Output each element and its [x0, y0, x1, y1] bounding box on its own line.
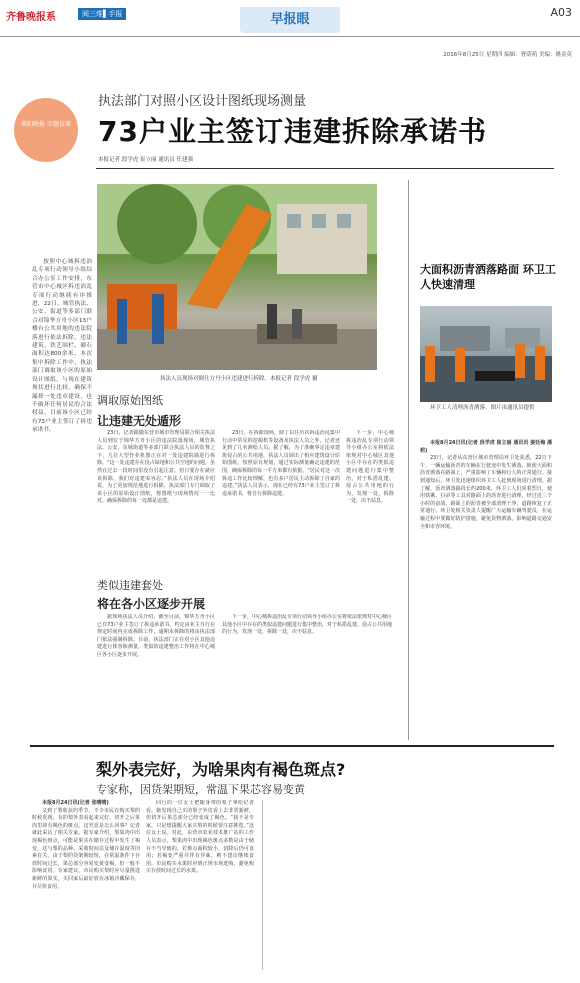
bottom-column-divider [262, 800, 263, 970]
section-title: 早报眼 [240, 7, 340, 33]
column-divider [408, 180, 409, 740]
article-kicker: 执法部门对照小区设计图纸现场测量 [98, 94, 307, 109]
demolition-photo-illustration [97, 184, 377, 370]
bottom-byline: 本报8月24日讯(记者 张晴晴) [42, 800, 109, 806]
article-byline: 本报记者 段学虎 崔立丽 通讯员 任建强 [98, 157, 193, 163]
bottom-subtitle: 专家称，因货架期短，常温下果芯容易变黄 [96, 783, 305, 796]
subheading-2: 类似违建套处 [97, 579, 163, 592]
bottom-headline: 梨外表完好，为啥果肉有褐色斑点? [96, 760, 346, 779]
subheading-1-bold: 让违建无处遁形 [97, 414, 182, 428]
newspaper-logo: 齐鲁晚报系 [6, 12, 56, 23]
right-headline-text: 大面积沥青洒落路面 环卫工人快速清理 [420, 263, 556, 291]
page-number: A03 [550, 6, 572, 19]
body-column-4 [222, 614, 392, 734]
bottom-body-text-2: 同行的一位女士把随身带的梨子拿给记者看，她发现自己买的梨子外皮看上去非常新鲜，但切开后果芯部分已经变成了褐色。“我不是专家，只是想提醒大家买梨的时候要注意挑选。”这位女士说。对此，东营市农业技术推广站的工作人员表示，梨果肉中出现褐色斑点多数是由于储存不当导致的，若斑点面积较小，切除后仍可食用；若褐变严重并伴有异味，则不建议继续食用。市民购买水果时应到正规市场选购，避免购买存放时间过长的水果。 [146, 800, 254, 875]
body-column-2b [346, 430, 394, 575]
bottom-divider [30, 745, 554, 747]
section-tag: 阅三维▌手报 [78, 8, 126, 20]
body-paragraph: 下一步，中心城拆违治乱专项行动领导小组办公室将依法依规对中心城区其他小区中存在的类似违建问题进行集中整治，对于私搭乱建、侵占公共用地的行为，发现一处，拆除一处，决不姑息。 [222, 614, 392, 636]
body-paragraph: 下一步，中心城拆违治乱专项行动领导小组办公室将依法依规对中心城区其他小区中存在的类似违建问题进行集中整治，对于私搭乱建、侵占公共用地的行为，发现一处，拆除一处，决不姑息。 [346, 430, 394, 505]
demolition-photo [97, 184, 377, 370]
right-headline [420, 262, 560, 292]
right-body-text: 23日，记者从东营区城市管理局环卫处获悉，22日下午，一辆运输沥青的车辆在行驶途中发生洒落，致使大面积沥青洒落在路面上，严重影响了车辆和行人的正常通行。接到通知后，环卫处迅速组织环卫工人赶到现场进行清理。据了解，沥青洒落路段长约200米，环卫工人们顶着烈日，使用铁锹、扫帚等工具对路面上的沥青进行清理，经过近三个小时的奋战，路面上的沥青被全部清理干净，道路恢复了正常通行。环卫处相关负责人提醒广大运输车辆驾驶员，在运输过程中要做好防护措施，避免货物洒落，影响道路交通安全和市容环境。 [420, 455, 552, 530]
body-paragraph: 23日，记者跟随东营市城市管理局联合相关执法人员到位于锦华方舟小区的违法院落现场，城管执法、公安、东城街道等多部门联合执法人员的监督之下，几位大型作业机器正在对一处违建院墙进行拆除。“这一处违建存在侵占绿地和公共空地的问题，虽然在过去一段时间里没有引起注意，但只要存在就应该拆除，我们对违建零容忍。”执法人员在现场介绍说，为了更加规范地进行拆除，执法部门专门调取了该小区的原始设计图纸，将图纸与现场情况一一比对，确保拆除的每一处都是违建。 [97, 430, 215, 505]
headline-divider [96, 168, 554, 169]
bottom-column-2 [146, 800, 254, 970]
subheading-2-bold: 将在各小区逐步开展 [97, 597, 206, 611]
lead-text: 按照中心城拆违治乱专项行动领导小组综合办公室工作安排，东营市中心城区拆违治乱专项行动继续有序推进，22日，城管执法、公安、街道等多部门联合对锦华方舟小区13户楼台公共用地的违法院落进行依法拆除，违法建筑、铁艺围栏，砌石面积达800余米。本次集中拆除工作中，执法部门调取该小区的原始设计图纸，与现在建筑现状进行比较，确保不漏掉一处违章建设，也不破坏任何居民的合法权益，目前该小区已经有73户业主签订了拆违承诺书。 [32, 259, 92, 434]
photo-caption: 执法人员现场对倒仕方丹小区违建进行拆除。本报记者 段学虎 摄 [160, 376, 318, 382]
bottom-body-text: 又到了梨收获的季节，不少市民在购买梨的时候发现，有的梨外表看起来完好，切开之后果肉里却有褐色的斑点，这究竟是怎么回事？记者就此采访了相关专家。据专家介绍，梨果肉中出现褐色斑点，可能是果实在储存过程中发生了褐变，这与梨的品种、采收时间以及储存温度等因素有关。由于梨的货架期较短，在常温条件下存放时间过长，果芯部分容易变黄变褐，但一般不影响食用。专家建议，市民购买梨时应尽量挑选新鲜的果实，买回家后最好放在冰箱冷藏保存，并尽快食用。 [32, 807, 140, 890]
subheading-1: 调取原始图纸 [97, 394, 163, 407]
edition-meta: 2016年8月25日 星期四 编辑：曹荫萌 美编：姚金英 [443, 52, 572, 58]
right-body [420, 440, 552, 531]
body-column-1 [97, 430, 215, 506]
article-headline: 73户业主签订违建拆除承诺书 [98, 115, 487, 148]
road-cleaning-photo [420, 306, 552, 402]
body-column-3 [97, 614, 215, 734]
body-paragraph: 23日，在拆除现场，除了以往历次拆违治乱集中行动中常见的挖掘机等设备及执法人员之外，记者还见到了几名测绘人员。据了解，为了准确界定违章建筑侵占的公共用地，执法人员调出了相应建筑设计原始图纸，按照原有规划，通过实际测量确定违建的范围，确保拆除的每一平方米都有依据。“居民对这一次拆违工作比较理解，也有多户居民主动拆除了自家的违建。”执法人员表示，现在已经有73户业主签订了拆违承诺书，将自行拆除违建。 [222, 430, 340, 497]
topic-badge: 莱阳晚报 专题访谈 [14, 98, 78, 162]
lead-paragraph [32, 258, 92, 435]
header-divider [0, 36, 580, 37]
right-photo-caption: 环卫工人清理沥青洒落。图片由通讯员提供 [430, 405, 535, 411]
body-column-2 [222, 430, 340, 575]
body-paragraph: 据现场执法人员介绍，截至目前，锦华方舟小区已有73户业主签订了拆违承诺书，约定由业主自行在规定时间内完成拆除工作，逾期未拆除的将由执法部门依法强制拆除。目前，执法部门正在对小区其他违建进行排查和测量，类似的违建整治工作将在中心城区各小区逐步开展。 [97, 614, 215, 658]
right-byline: 本报8月24日讯(记者 段学虎 崔立丽 通讯员 姜廷梅 潘莉) [420, 440, 552, 454]
bottom-column-1 [32, 800, 140, 891]
road-cleaning-illustration [420, 306, 552, 402]
